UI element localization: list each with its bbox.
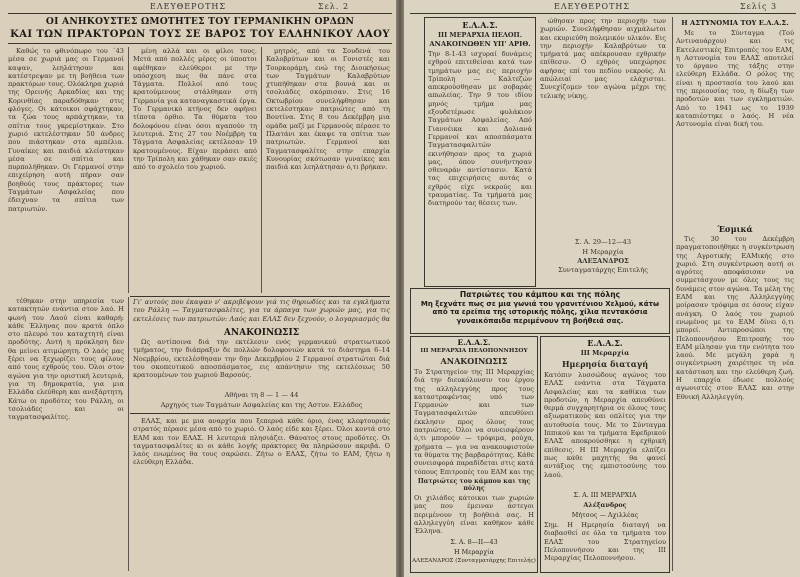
communique-box xyxy=(424,17,536,287)
left-masthead: ΕΛΕΥΘΕΡΟΤΗΣ xyxy=(150,2,227,11)
communique-sign-3: Συνταγματάρχης Επιτελής xyxy=(558,266,648,274)
box-sign-1: Σ. Α. ΙΙΙ ΜΕΡΑΡΧΙΑ xyxy=(573,491,637,499)
box-place: Σ. Α. 8—II—43 xyxy=(450,538,498,546)
article-text: Τις 30 του Δεκέμβρη πραγματοποιήθηκε η συγκέντρωση της Αγροτικής ΕΑΜικής στο χωριό. Στη συγκέντρωση αυτή οι αγρότες αποφάσισαν να συμμετάσχουν με όλες τους τις δυνάμεις στον αγώνα. Τα μέλη της ΕΑΜ και της Αλληλεγγύης μοίρασαν τρόφιμα σε όσους είχαν ανάγκη. Ο λαός του χωριού ενωμένος με το ΕΑΜ δίνει ό,τι μπορεί. Αντιπροσώποι της Πελοποννήσου Επιτροπής του ΕΑΜ μίλησαν για την ενότητα του λαού. Με μεγάλη χαρά η συγκέντρωση χαιρέτησε τη νέα κατάσταση και την ελεύθερη ζωή. Η επαρχία έδωσε πολλούς αγωνιστές στον ΕΛΑΣ και στην Εθνική Αλληλεγγύη. xyxy=(676,235,794,401)
police-title: Η ΑΣΤΥΝΟΜΙΑ ΤΟΥ Ε.Λ.Α.Σ. xyxy=(681,19,789,27)
article-text: Καθώς το φθινόπωρο του ΄43 μέσα σε χωριά μας οι Γερμανοί καψαν, λεηλάτησαν και κατέστρεψαν με τη βοήθεια των πρακτόρων τους. Ολόκληρα χωριά της Ορεινής Αρκαδίας και της Κορινθίας παραδόθηκαν στις φλόγες. Οι κάτοικοι σφάχτηκαν, τα ζώα τους αρπάχτηκαν, τα σπίτια τους γκρεμίστηκαν. Στο χωριό εκτελέστηκαν 50 άνδρες που πιάστηκαν στα αμπέλια. Γυναίκες και παιδιά κλείστηκαν μέσα σε σπίτια και πυρπολήθηκαν. Οι Γερμανοί στην επιχείρηση αυτή πήραν σαν βοηθούς τους πράκτορες των Ταγμάτων Ασφαλείας που έδειχναν τα σπίτια των πατριωτών. xyxy=(8,47,124,213)
box-org: Ε.Λ.Α.Σ. xyxy=(457,338,491,347)
box-sign-2: ΑΛΕΞΑΝΔΡΟΣ (Συνταγματάρχης Επιτελής) xyxy=(412,558,536,564)
headline-line-2: ΚΑΙ ΤΩΝ ΠΡΑΚΤΟΡΩΝ ΤΟΥΣ ΣΕ ΒΑΡΟΣ ΤΟΥ ΕΛΛΗΝΙΚΟΥ ΛΑΟΥ xyxy=(10,29,390,40)
banner-line-2: Μη ξεχνάτε πως σε μια γωνιά του γρανιτένιου Χελμού, κάτω από τα ερείπια της ιστορικής πόλης, χίλια πεντακόσια γυναικόπαιδα περιμένουν τη βοήθειά σας. xyxy=(420,299,660,325)
box-title: ΑΝΑΚΟΙΝΩΣΙΣ xyxy=(440,356,508,366)
box-org: Ε.Λ.Α.Σ. xyxy=(587,338,623,348)
banner-line-1: Πατριώτες του κάμπου και της πόλης xyxy=(459,290,621,299)
order-of-day-box xyxy=(540,336,670,573)
article-text: ΕΛΑΣ, και με μια αναρχία που ξεπερνά κάθε όριο, ένας κλεφτουριάς στρατός πέρασε μέσα από το χωριό. Ο λαός είδε και ξέρει. Όλοι κοντά στο ΕΑΜ και τον ΕΛΑΣ. Η λευτεριά πλησιάζει. Θάνατος στους προδότες. Οι ταγματασφαλίτες κι οι κάθε λογής πράκτορες θα πληρώσουν ακριβά. Ο λαός ενωμένος θα τους σαρώσει. Ζήτω ο ΕΛΑΣ, ζήτω το ΕΑΜ, ζήτω η ελεύθερη Ελλάδα. xyxy=(133,417,390,467)
left-column-3 xyxy=(266,47,390,293)
box-org: Ε.Λ.Α.Σ. xyxy=(462,20,498,30)
article-text: μητρός, από τα Σουδενά του Καλοβρύτων και οι Γονιστές και Τουρκοράμη, ενώ της Διοικήσεως των Ταγμάτων Καλαβρύτων χτυπήθηκαν στα βουνά και οι τσολιάδες σκόρπισαν. Στις 16 Οκτωβρίου συνελήφθησαν και εκτελέστηκαν πατριώτες από τη Βουτίνα. Στις 8 του Δεκέμβρη μια ομάδα μαζί με Γερμανούς πέρασε το Πλατάνι και έκαψε τα σπίτια των πατριωτών. Γερμανοί και Ταγματασφαλίτες στην επαρχία Κυνουρίας σκότωσαν γυναίκες και παιδιά και λεηλάτησαν ό,τι βρήκαν. xyxy=(266,47,390,172)
announcement-title: ΑΝΑΚΟΙΝΩΣΙΣ xyxy=(223,328,300,338)
right-page xyxy=(404,0,800,577)
box-subtitle: ΙΙΙ Μεραρχία xyxy=(580,349,630,357)
box-text: Κατόπιν λυσσώδους αγώνος του ΕΛΑΣ ενάντια στα Τάγματα Ασφαλείας και τα καθίκια των προδοτών, η Μεραρχία απευθύνει θερμά συγχαρητήρια σε όλους τους αξιωματικούς και οπλίτες για την αυτοθυσία τους. Με το Σύνταγμα Ιππικού και τα τμήματα Εφεδρικού ΕΛΑΣ αποκρούσθηκε η εχθρική επίθεσις. Η ΙΙΙ Μεραρχία ελπίζει πως κάθε μαχητής θα φανεί αντάξιος της εμπιστοσύνης του λαού. xyxy=(544,371,666,479)
box-title: ΑΝΑΚΟΙΝΩΘΕΝ ΥΠ' ΑΡΙΘ. xyxy=(429,40,531,48)
box-subtitle: ΙΙΙ ΜΕΡΑΡΧΙΑ ΠΕΛΟΠΟΝΝΗΣΟΥ xyxy=(420,348,528,354)
right-masthead: ΕΛΕΥΘΕΡΟΤΗΣ xyxy=(554,2,631,11)
headline-line-1: ΟΙ ΑΝΗΚΟΥΣΤΕΣ ΩΜΟΤΗΤΕΣ ΤΟΥ ΓΕΡΜΑΝΙΚΗΝ ΟΡΔΩΝ xyxy=(45,16,355,27)
box-note: Σημ. Η Ημερησία διαταγή να διαβασθεί σε όλα τα τμήματα του ΕΛΑΣ του Στρατηγείου Πελοποννήσου και της ΙΙΙ Μεραρχίας Πελοποννήσου. xyxy=(544,521,666,563)
article-text: Με το Σύνταγμα (Τού Αντιναυάρχου) και τις Εκτελεστικές Επιτροπές του ΕΑΜ, η Αστυνομία του ΕΛΑΣ αποτελεί το όργανο της τάξης στην ελεύθερη Ελλάδα. Ο ρόλος της είναι η προστασία του λαού και της περιουσίας του, η δίωξη των προδοτών και των εγκληματιών. Από το 1941 ως το 1939 καταπιέστηκε ο λαός. Η νέα Αστυνομία είναι δική του. xyxy=(676,29,794,129)
notice-text: Γι' αυτούς που έκαψαν ν' ακριβέψουν γιά τις θηριωδίες και τα εγκλήματα του Ράλλη — Ταγματασφαλίτες, για τα άρπαγα των χωριών μας, για τις εκτελέσεις των πατριωτών: Λαός και ΕΛΑΣ δεν ξεχνούν, ο λογαριασμός θα xyxy=(133,298,390,323)
column-divider xyxy=(672,17,673,571)
article-text: ώθησαν προς την περιοχήν των χωριών. Συνελήφθησαν αιχμάλωτοι και εκυριεύθη πολεμικόν υλικόν. Εις την περιοχήν Καλαβρύτων τα τμήματά μας απέκρουσαν εχθρικήν επίθεσιν. Ο εχθρός υπεχώρησε αφήσας επί του πεδίου νεκρούς. Αι απώλειαί μας ελάχισται. Συνεχίζομεν τον αγώνα μέχρι της τελικής νίκης. xyxy=(540,17,666,100)
lower-rule xyxy=(130,413,390,414)
left-column-2 xyxy=(133,47,257,293)
box-title: Ημερησία διαταγή xyxy=(561,359,649,369)
communique-continued xyxy=(540,17,666,235)
box-sign-3: Μήτσος — Αχιλλέας xyxy=(571,511,639,519)
left-page-number: Σελ. 2 xyxy=(318,2,350,11)
column-divider xyxy=(261,47,262,293)
announcement-place: Αθήναι τη 8 — 1 — 44 xyxy=(224,391,299,399)
left-page xyxy=(0,0,396,577)
appeal-banner xyxy=(410,288,670,334)
announcement-box xyxy=(410,336,538,573)
announcement-signature: Αρχηγός των Ταγμάτων Ασφαλείας και της Αστυν. Ελλάδος xyxy=(160,401,363,409)
police-column xyxy=(676,29,794,219)
lower-right-column xyxy=(133,417,390,571)
lower-left-column xyxy=(8,297,124,571)
box-text: Την 8-1-43 ισχυραί δυνάμεις εχθρού επιτεθείσαι κατά των τμημάτων μας εις περιοχήν Τρίπολη — Καλτεζών απεκρούσθησαν με σοβαράς απωλείας. Την 9 του ιδίου μηνός τμήμα μας εξουδετέρωσε φυλάκιον Ταγμάτων Ασφαλείας. Από Γιαννέικα και Δολιανά Γερμανοί και αποσπάσματα Ταγματασφαλιτών εκινήθησαν προς τα χωριά μας, όπου συνήντησαν σθεναράν αντίστασιν. Κατά τας επιχειρήσεις αυτάς ο εχθρός είχε νεκρούς και τραυματίας. Τα τμήματά μας διατηρούν τας θέσεις των. xyxy=(428,50,532,208)
communique-sign-2: ΑΛΕΞΑΝΔΡΟΣ xyxy=(577,257,629,265)
communique-sign-1: Η Μεραρχία xyxy=(582,248,624,256)
communique-place: Σ. Α. 29—12—43 xyxy=(574,238,632,246)
column-divider xyxy=(128,47,129,293)
left-column-1 xyxy=(8,47,124,293)
box-subtitle: ΙΙΙ ΜΕΡΑΡΧΙΑ ΠΕΛΟΠ. xyxy=(438,31,522,39)
top-rule xyxy=(8,13,392,14)
article-text: τέθηκαν στην υπηρεσία των κατακτητών ενάντια στον λαό. Η φωνή του Λαού είναι καθαρή: κάθε Έλληνας που κρατά όπλο στο πλευρό του καταχτητή είναι προδότης. Αυτή η πρόκληση δεν θα μείνει ατιμώρητη. Ο λαός μας ξέρει να ξεχωρίζει τους φίλους από τους εχθρούς του. Όλοι στον αγώνα για την οριστική λευτεριά, για τη δημοκρατία, για μια Ελλάδα ελεύθερη και ανεξάρτητη. Κάτω οι προδότες του Ράλλη, οι τσολιάδες και οι ταγματασφαλίτες. xyxy=(8,297,124,422)
article-text: μένη αλλά και οι φίλοι τους. Μετά από πολλές μέρες οι ύποπτοι αφέθηκαν ελεύθεροι με την υπόσχεση πως θα πάνε στα Τάγματα. Πολλοί από τους κρατούμενους στάλθηκαν στη Γερμανία για καταναγκαστικά έργα. Το Γερμανικό κτήνος δεν αφήνει τίποτα όρθιο. Τα θύματα του δολοφόνου είναι όσοι αγαπούν τη λευτεριά. Στις 27 του Νοέμβρη τα Τάγματα Ασφαλείας εκτέλεσαν 19 κρατουμένους. Είχαν περάσει από την Τρίπολη και χάθηκαν σαν σκιές από το σχολείο του χωριού. xyxy=(133,47,257,172)
headline-rule xyxy=(8,43,392,44)
notice-rule xyxy=(130,296,390,297)
announcement-text xyxy=(133,338,390,390)
top-rule xyxy=(410,13,796,14)
section-column xyxy=(676,235,794,571)
page-gutter xyxy=(396,0,404,577)
column-divider xyxy=(128,297,129,571)
right-page-number: Σελίς 3 xyxy=(740,2,778,11)
box-sign-2: Αλέξανδρος xyxy=(583,501,627,509)
box-sign-1: Η Μεραρχία xyxy=(454,548,494,556)
box-text-2: Οι χιλιάδες κάτοικοι των χωριών μας που έμειναν άστεγοι περιμένουν τη βοήθειά σας. Η αλληλεγγύη είναι καθήκον κάθε Έλληνα. xyxy=(414,494,534,536)
announcement-body: Ως αντίποινα διά την εκτέλεσιν ενός γερμανικού στρατιωτικού τμήματος, την διάπραξιν δε πολλών δολοφονιών κατά το διάστημα 6–14 Νοεμβρίου, εκτελέσθησαν την 6ην Δεκεμβρίου 2 Γερμανοί στρατιώται διά του σκοπευτικού αποσπάσματος, εις απάντησιν της εκτελέσεως 50 κρατουμένων του χωριού Βαρσούς. xyxy=(133,338,390,380)
section-title: Έσμικά xyxy=(717,224,753,234)
box-closing: Πατριώτες του κάμπου και της πόλης xyxy=(417,478,531,492)
box-text: Το Στρατηγείον της ΙΙΙ Μεραρχίας διά την διευκόλυνσιν του έργου της αλληλεγγύης προς τους καταστραφέντας υπό των Γερμανών και των Ταγματασφαλιτών απευθύνει έκκλησιν προς όλους τους πατριώτας. Όλοι να συνεισφέρουν ό,τι μπορούν — τρόφιμα, ρούχα, χρήματα — για να ανακουφιστούν τα θύματα της βαρβαρότητας. Κάθε συνεισφορά παραδίδεται στις κατά τόπους Επιτροπές του ΕΑΜ και της xyxy=(414,368,534,476)
